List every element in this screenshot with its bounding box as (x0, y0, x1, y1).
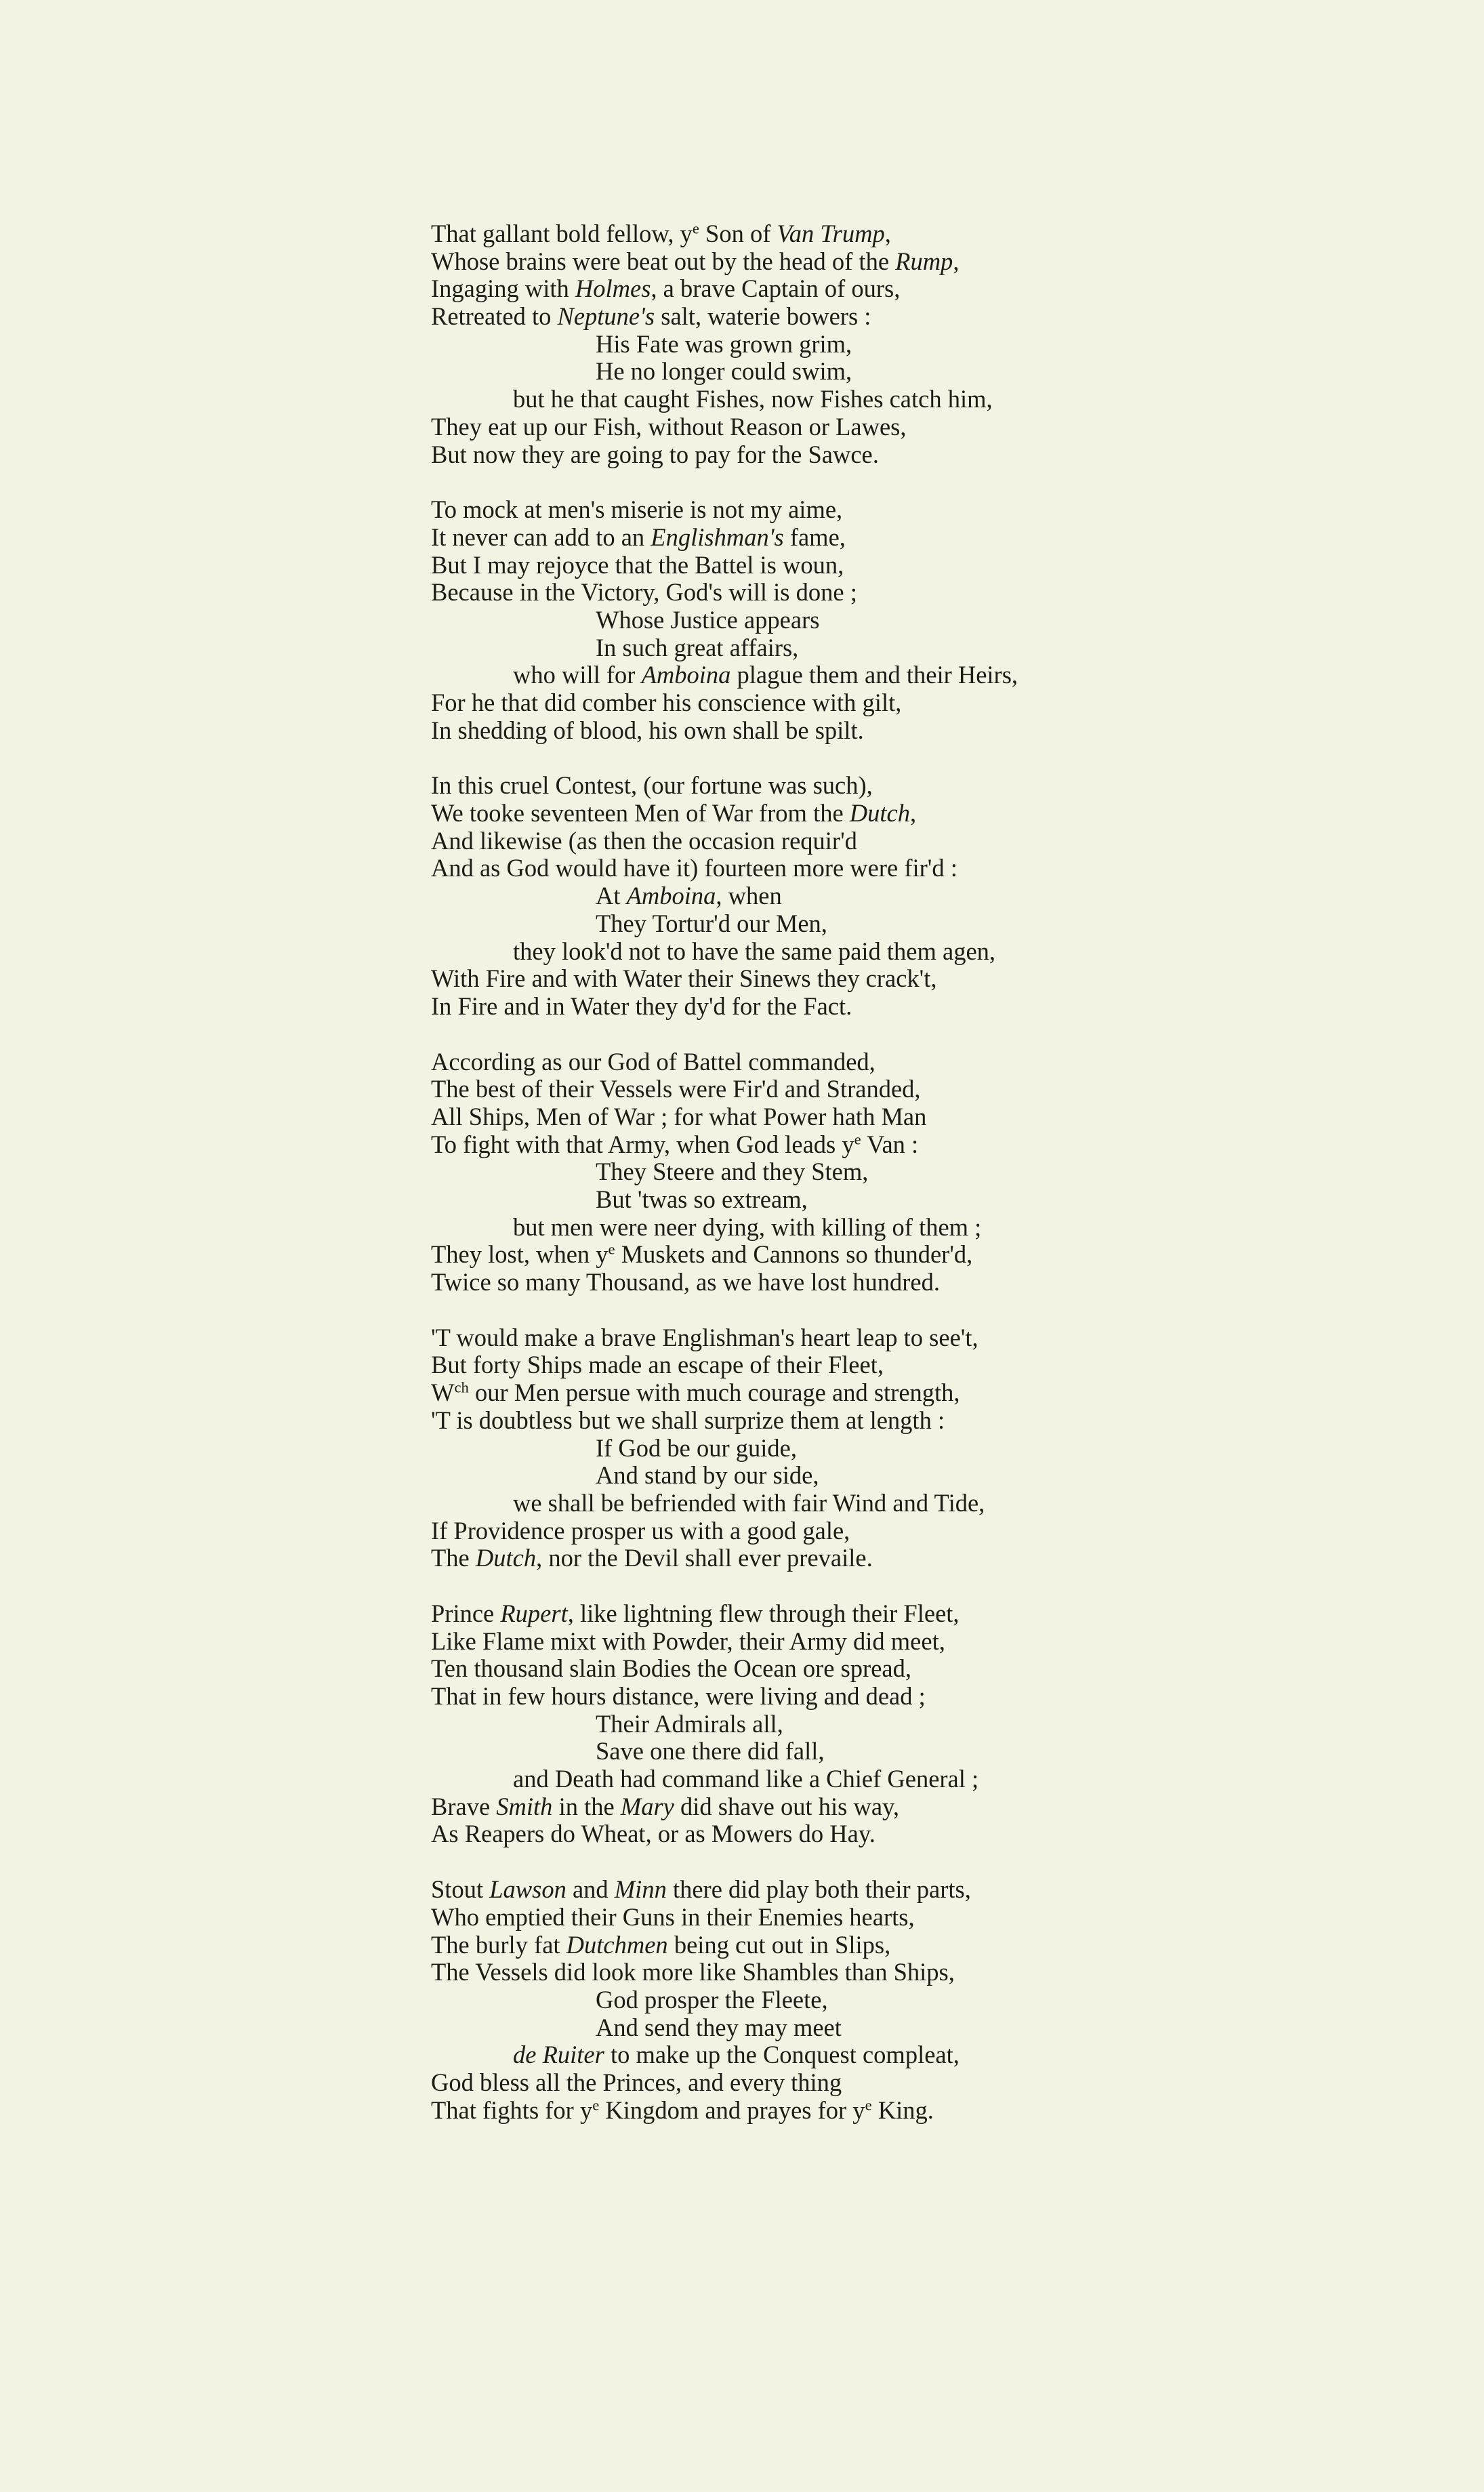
line-text: , when (716, 882, 782, 910)
poem-line (431, 1738, 1475, 1765)
poem-line (431, 2014, 1475, 2042)
poem-line (431, 1683, 1475, 1711)
line-text: Because in the Victory, God's will is done ; (431, 578, 857, 607)
poem-line (431, 1214, 1475, 1242)
line-text: According as our God of Battel commanded, (431, 1047, 875, 1076)
line-text: Ten thousand slain Bodies the Ocean ore spread, (431, 1654, 911, 1683)
italic-text: Dutch (475, 1544, 537, 1572)
superscript-text: ch (454, 1378, 469, 1396)
line-text: The Vessels did look more like Shambles than Ships, (431, 1958, 955, 1986)
line-text: In this cruel Contest, (our fortune was such), (431, 771, 873, 800)
line-text: our Men persue with much courage and strength, (468, 1378, 960, 1407)
italic-text: Neptune's (557, 302, 655, 331)
line-text: To fight with that Army, when God leads y (431, 1130, 854, 1158)
poem-line (431, 828, 1475, 855)
italic-text: Rump (895, 247, 953, 275)
poem-line (431, 607, 1475, 634)
stanza (431, 1600, 1475, 1848)
poem-line (431, 1986, 1475, 2014)
poem-text (431, 220, 1475, 2152)
line-text: But forty Ships made an escape of their Fleet, (431, 1351, 884, 1379)
poem-line (431, 1324, 1475, 1352)
line-text: In shedding of blood, his own shall be spilt. (431, 716, 864, 744)
poem-line (431, 303, 1475, 331)
poem-line (431, 1545, 1475, 1572)
line-text: salt, waterie bowers : (655, 302, 871, 331)
poem-line (431, 248, 1475, 276)
line-text: Prince (431, 1599, 501, 1627)
line-text: Son of (699, 220, 777, 247)
line-text: Ingaging with (431, 274, 575, 303)
line-text: At (596, 882, 627, 910)
line-text: That in few hours distance, were living and dead ; (431, 1682, 926, 1710)
line-text: But I may rejoyce that the Battel is woun, (431, 550, 844, 579)
line-text: they look'd not to have the same paid them agen, (513, 937, 996, 965)
line-text: plague them and their Heirs, (730, 661, 1018, 689)
poem-line (431, 910, 1475, 938)
poem-line (431, 1711, 1475, 1738)
poem-line (431, 1904, 1475, 1932)
line-text: God bless all the Princes, and every thing (431, 2068, 842, 2096)
poem-line (431, 1158, 1475, 1186)
italic-text: Dutchmen (566, 1930, 668, 1959)
line-text: Muskets and Cannons so thunder'd, (615, 1240, 973, 1269)
line-text: The (431, 1544, 476, 1572)
line-text: Who emptied their Guns in their Enemies hearts, (431, 1902, 915, 1931)
poem-line (431, 965, 1475, 993)
poem-line (431, 1793, 1475, 1821)
poem-line (431, 661, 1475, 689)
line-text: In such great affairs, (596, 633, 799, 661)
poem-line (431, 1628, 1475, 1656)
poem-line (431, 358, 1475, 386)
line-text: but men were neer dying, with killing of them ; (513, 1212, 982, 1241)
line-text: The burly fat (431, 1930, 566, 1959)
poem-line (431, 1655, 1475, 1683)
line-text: Brave (431, 1792, 497, 1820)
poem-line (431, 717, 1475, 745)
line-text: , (884, 220, 891, 247)
line-text: That fights for y (431, 2096, 593, 2124)
poem-line (431, 2097, 1475, 2125)
italic-text: Smith (496, 1792, 553, 1820)
poem-line (431, 1241, 1475, 1269)
italic-text: Amboina (641, 661, 731, 689)
line-text: did shave out his way, (674, 1792, 900, 1820)
italic-text: Holmes (575, 274, 651, 303)
poem-line (431, 386, 1475, 413)
italic-text: Mary (620, 1792, 674, 1820)
line-text: fame, (783, 523, 846, 551)
line-text: W (431, 1378, 455, 1407)
line-text: Whose brains were beat out by the head of the (431, 247, 896, 275)
poem-line (431, 1131, 1475, 1159)
line-text: Kingdom and prayes for y (599, 2096, 865, 2124)
superscript-text: e (592, 2096, 600, 2114)
italic-text: Dutch (849, 799, 910, 828)
line-text: To mock at men's miserie is not my aime, (431, 495, 843, 524)
line-text: He no longer could swim, (596, 357, 852, 386)
poem-line (431, 331, 1475, 359)
line-text: But now they are going to pay for the Sawce. (431, 440, 879, 468)
line-text: but he that caught Fishes, now Fishes catch him, (513, 385, 993, 413)
line-text: , (910, 799, 917, 828)
poem-line (431, 1600, 1475, 1628)
superscript-text: e (854, 1130, 861, 1148)
poem-line (431, 552, 1475, 579)
superscript-text: e (608, 1240, 615, 1258)
italic-text: Van Trump (777, 220, 885, 247)
italic-text: Lawson (489, 1875, 566, 1904)
poem-line (431, 1490, 1475, 1517)
line-text: It never can add to an (431, 523, 651, 551)
poem-line (431, 1462, 1475, 1490)
line-text: And as God would have it) fourteen more were fir'd : (431, 854, 957, 882)
poem-line (431, 524, 1475, 552)
line-text: Stout (431, 1875, 490, 1904)
poem-line (431, 2069, 1475, 2097)
poem-line (431, 1269, 1475, 1296)
poem-line (431, 1820, 1475, 1848)
line-text: there did play both their parts, (666, 1875, 971, 1904)
line-text: If God be our guide, (596, 1433, 797, 1462)
poem-line (431, 579, 1475, 607)
line-text: With Fire and with Water their Sinews they crack't, (431, 964, 937, 993)
poem-line (431, 1517, 1475, 1545)
line-text: , (953, 247, 960, 275)
poem-line (431, 220, 1475, 248)
line-text: They lost, when y (431, 1240, 609, 1269)
line-text: But 'twas so extream, (596, 1185, 808, 1213)
line-text: being cut out in Slips, (667, 1930, 891, 1959)
poem-line (431, 882, 1475, 910)
italic-text: Englishman's (651, 523, 784, 551)
poem-line (431, 1186, 1475, 1214)
stanza (431, 496, 1475, 744)
poem-line (431, 993, 1475, 1021)
poem-line (431, 1765, 1475, 1793)
italic-text: Rupert (500, 1599, 568, 1627)
line-text: Twice so many Thousand, as we have lost hundred. (431, 1268, 940, 1296)
poem-line (431, 1876, 1475, 1904)
line-text: They eat up our Fish, without Reason or Lawes, (431, 412, 907, 441)
line-text: Like Flame mixt with Powder, their Army did meet, (431, 1627, 945, 1655)
line-text: Retreated to (431, 302, 558, 331)
line-text: God prosper the Fleete, (596, 1985, 828, 2014)
stanza (431, 1048, 1475, 1296)
superscript-text: e (865, 2096, 872, 2114)
superscript-text: e (692, 220, 699, 237)
line-text: Van : (861, 1130, 919, 1158)
line-text: , nor the Devil shall ever prevaile. (536, 1544, 873, 1572)
italic-text: Minn (614, 1875, 667, 1904)
line-text: we shall be befriended with fair Wind and Tide, (513, 1488, 985, 1517)
line-text: If Providence prosper us with a good gale, (431, 1516, 850, 1545)
line-text: 'T is doubtless but we shall surprize them at length : (431, 1406, 945, 1434)
line-text: As Reapers do Wheat, or as Mowers do Hay. (431, 1820, 875, 1848)
line-text: Whose Justice appears (596, 605, 820, 634)
line-text: in the (552, 1792, 621, 1820)
stanza (431, 772, 1475, 1020)
poem-line (431, 1932, 1475, 1959)
line-text: And likewise (as then the occasion requir'd (431, 826, 857, 855)
poem-line (431, 938, 1475, 966)
line-text: The best of their Vessels were Fir'd and Stranded, (431, 1075, 921, 1103)
line-text: 'T would make a brave Englishman's heart leap to see't, (431, 1323, 978, 1351)
poem-line (431, 772, 1475, 800)
line-text: His Fate was grown grim, (596, 329, 852, 358)
line-text: , a brave Captain of ours, (651, 274, 901, 303)
line-text: , like lightning flew through their Fleet, (567, 1599, 960, 1627)
poem-line (431, 496, 1475, 524)
line-text: who will for (513, 661, 642, 689)
stanza (431, 1324, 1475, 1572)
poem-line (431, 413, 1475, 441)
line-text: Save one there did fall, (596, 1737, 825, 1765)
poem-line (431, 1048, 1475, 1076)
line-text: and (566, 1875, 615, 1904)
poem-line (431, 689, 1475, 717)
poem-line (431, 2041, 1475, 2069)
italic-text: de Ruiter (513, 2041, 604, 2069)
line-text: That gallant bold fellow, y (431, 220, 693, 247)
line-text: They Steere and they Stem, (596, 1158, 869, 1186)
poem-line (431, 1103, 1475, 1131)
line-text: All Ships, Men of War ; for what Power hath Man (431, 1102, 927, 1130)
poem-line (431, 1076, 1475, 1103)
poem-line (431, 855, 1475, 882)
poem-line (431, 1435, 1475, 1463)
poem-line (431, 1379, 1475, 1407)
stanza (431, 220, 1475, 468)
stanza (431, 1876, 1475, 2124)
line-text: And stand by our side, (596, 1461, 819, 1490)
poem-line (431, 1351, 1475, 1379)
line-text: For he that did comber his conscience with gilt, (431, 689, 902, 716)
line-text: In Fire and in Water they dy'd for the Fact. (431, 992, 852, 1020)
italic-text: Amboina (626, 882, 716, 910)
line-text: and Death had command like a Chief General ; (513, 1765, 979, 1793)
line-text: We tooke seventeen Men of War from the (431, 799, 850, 828)
line-text: They Tortur'd our Men, (596, 909, 827, 937)
line-text: King. (871, 2096, 934, 2124)
poem-line (431, 1959, 1475, 1986)
line-text: And send they may meet (596, 2013, 842, 2041)
poem-line (431, 800, 1475, 828)
poem-line (431, 441, 1475, 469)
poem-line (431, 634, 1475, 662)
line-text: Their Admirals all, (596, 1709, 783, 1738)
line-text: to make up the Conquest compleat, (604, 2041, 960, 2069)
poem-line (431, 1407, 1475, 1435)
poem-line (431, 275, 1475, 303)
